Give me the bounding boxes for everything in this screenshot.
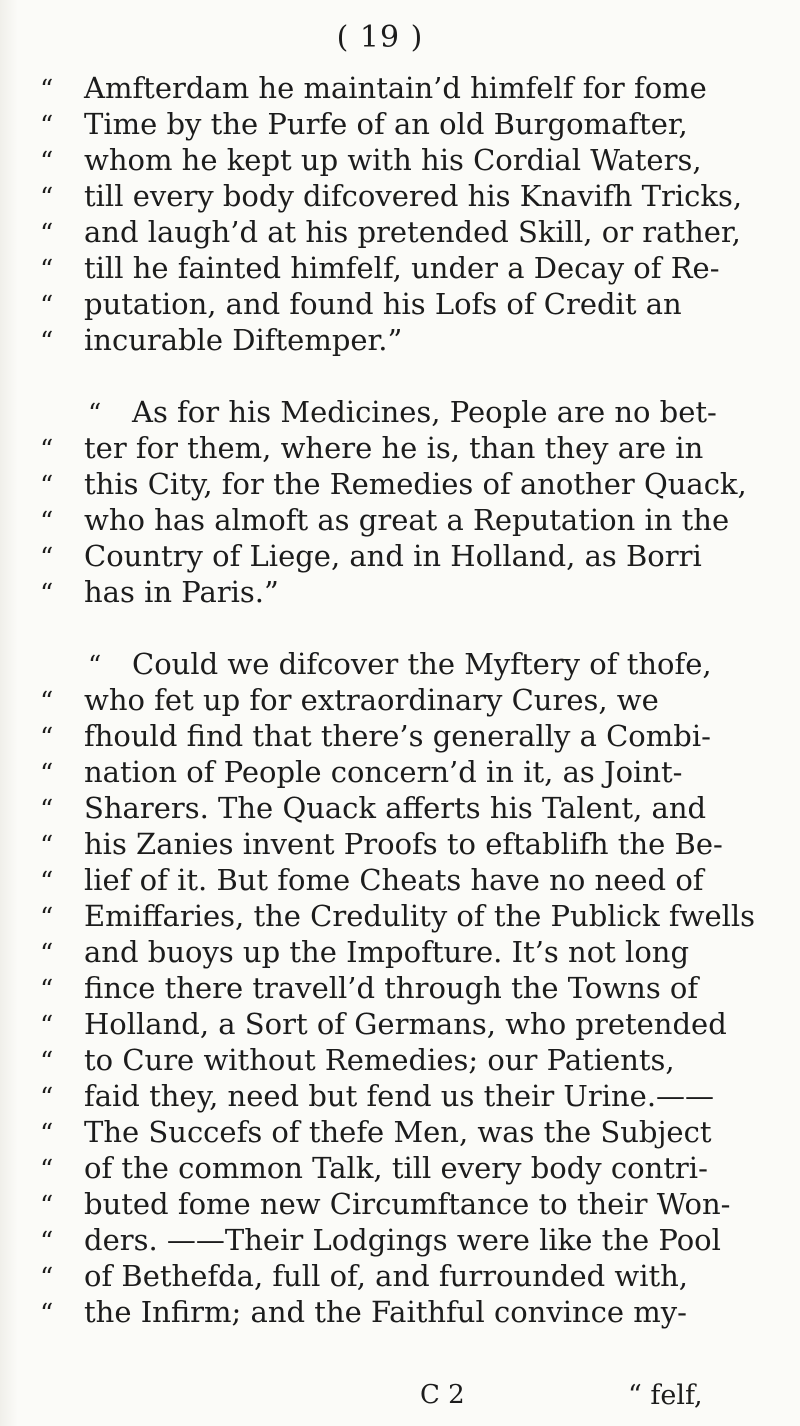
text-line: “ who has almoft as great a Reputation in the	[40, 503, 730, 537]
text-line: “ who fet up for extraordinary Cures, we	[40, 683, 659, 717]
page-edge-shadow	[0, 0, 18, 1426]
text-line: “ Amfterdam he maintain’d himfelf for fome	[40, 71, 707, 105]
text-line: “ of the common Talk, till every body contri-	[40, 1151, 708, 1185]
text-line: “ Time by the Purfe of an old Burgomafter,	[40, 107, 688, 141]
text-line: “ Sharers. The Quack afferts his Talent, and	[40, 791, 707, 825]
text-line: “ The Succefs of thefe Men, was the Subject	[40, 1115, 712, 1149]
text-line: “ and buoys up the Impofture. It’s not long	[40, 935, 690, 969]
text-line: “ has in Paris.”	[40, 575, 279, 609]
text-line: “ buted fome new Circumftance to their Won-	[40, 1187, 731, 1221]
text-line: “ ders. ——Their Lodgings were like the Pool	[40, 1223, 721, 1257]
catchword: “ felf,	[628, 1380, 703, 1411]
text-line: “ his Zanies invent Proofs to eftablifh the Be-	[40, 827, 723, 861]
text-line: “ Emiffaries, the Credulity of the Publick fwells	[40, 899, 756, 933]
text-line: “ Country of Liege, and in Holland, as Borri	[40, 539, 702, 573]
signature-mark: C 2	[420, 1380, 465, 1410]
text-line: “ and laugh’d at his pretended Skill, or rather,	[40, 215, 741, 249]
text-line: “ Holland, a Sort of Germans, who pretended	[40, 1007, 727, 1041]
page-number: ( 19 )	[336, 20, 424, 55]
text-line: “ fince there travell’d through the Towns of	[40, 971, 699, 1005]
text-line: “ Could we difcover the Myftery of thofe,	[88, 647, 712, 681]
text-line: “ lief of it. But fome Cheats have no need of	[40, 863, 704, 897]
text-line: “ faid they, need but fend us their Urine.——	[40, 1079, 715, 1113]
text-line: “ putation, and found his Lofs of Credit an	[40, 287, 682, 321]
text-line: “ As for his Medicines, People are no bet-	[88, 395, 717, 429]
text-line: “ nation of People concern’d in it, as Joint-	[40, 755, 683, 789]
text-line: “ to Cure without Remedies; our Patients,	[40, 1043, 675, 1077]
text-line: “ till he fainted himfelf, under a Decay of Re-	[40, 251, 720, 285]
text-line: “ whom he kept up with his Cordial Waters,	[40, 143, 702, 177]
text-line: “ this City, for the Remedies of another Quack,	[40, 467, 747, 501]
text-line: “ till every body difcovered his Knavifh Tricks,	[40, 179, 743, 213]
text-line: “ the Infirm; and the Faithful convince my-	[40, 1295, 687, 1329]
text-line: “ ter for them, where he is, than they are in	[40, 431, 704, 465]
text-line: “ fhould find that there’s generally a Combi-	[40, 719, 711, 753]
text-line: “ of Bethefda, full of, and furrounded with,	[40, 1259, 689, 1293]
text-line: “ incurable Diftemper.”	[40, 323, 403, 357]
